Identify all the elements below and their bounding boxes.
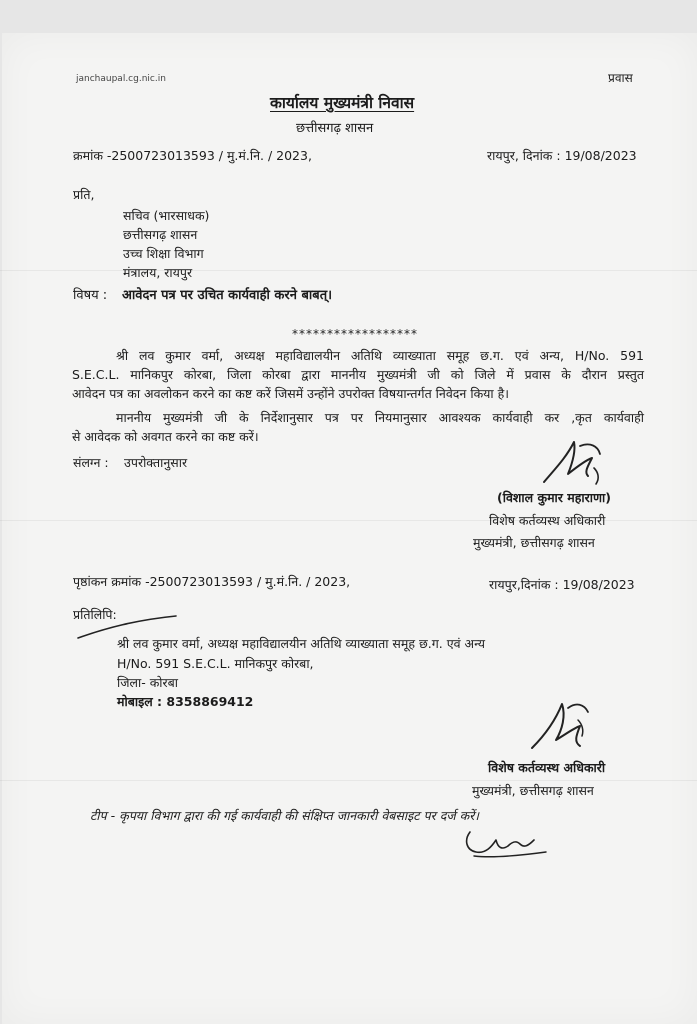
subject-label: विषय : [73,288,108,303]
recipient-line: मंत्रालय, रायपुर [123,265,193,280]
separator-stars: ****************** [292,327,418,341]
website-text: janchaupal.cg.nic.in [76,74,166,84]
reference-number: क्रमांक -2500723013593 / मु.मं.नि. / 2023, [73,148,312,163]
enclosure-text: उपरोक्तानुसार [124,455,188,470]
paragraph-line: श्री लव कुमार वर्मा, अध्यक्ष महाविद्यालयीन अतिथि व्याख्याता समूह छ.ग. एवं अन्य, H/No. 591 [116,348,644,363]
tour-tag: प्रवास [608,71,633,85]
copy-recipient-mobile: मोबाइल : 8358869412 [117,694,254,709]
copy-recipient-line: श्री लव कुमार वर्मा, अध्यक्ष महाविद्यालयीन अतिथि व्याख्याता समूह छ.ग. एवं अन्य [117,636,486,651]
paragraph-line: माननीय मुख्यमंत्री जी के निर्देशानुसार पत्र पर नियमानुसार आवश्यक कार्यवाही कर ,कृत कार्यवाही [116,410,644,425]
paragraph-line: S.E.C.L. मानिकपुर कोरबा, जिला कोरबा द्वारा माननीय मुख्यमंत्री जी को जिले में प्रवास के दौरान प्रस्तुत [72,367,644,382]
recipient-prefix: प्रति, [73,187,95,202]
body-paragraph-1 [72,346,644,403]
officer-signature [528,690,598,760]
endorsement-office: मुख्यमंत्री, छत्तीसगढ़ शासन [472,783,594,798]
copy-recipient-line: जिला- कोरबा [117,675,179,690]
government-title: छत्तीसगढ़ शासन [296,121,374,136]
note-text: टीप - कृपया विभाग द्वारा की गई कार्यवाही की संक्षिप्त जानकारी वेबसाइट पर दर्ज करें। [90,808,480,823]
handwritten-initials [462,822,552,862]
signatory-name: (विशाल कुमार महाराणा) [497,490,611,505]
paper-fold-line [0,270,697,271]
endorsement-designation: विशेष कर्तव्यस्थ अधिकारी [488,760,606,775]
officer-signature [538,430,608,495]
recipient-line: उच्च शिक्षा विभाग [123,246,204,261]
recipient-line: छत्तीसगढ़ शासन [123,227,198,242]
signatory-designation: विशेष कर्तव्यस्थ अधिकारी [489,513,606,528]
subject-text: आवेदन पत्र पर उचित कार्यवाही करने बाबत्। [122,288,333,303]
enclosure-label: संलग्न : [73,455,109,470]
endorsement-reference: पृष्ठांकन क्रमांक -2500723013593 / मु.मं.नि. / 2023, [73,574,351,589]
copy-recipient-line: H/No. 591 S.E.C.L. मानिकपुर कोरबा, [117,656,314,671]
letter-page [2,33,697,1024]
office-title: कार्यालय मुख्यमंत्री निवास [270,94,415,112]
paragraph-line: से आवेदक को अवगत करने का कष्ट करें। [72,429,259,444]
paper-fold-line [0,780,697,781]
copy-to-label: प्रतिलिपि: [73,607,117,622]
recipient-line: सचिव (भारसाधक) [123,208,210,223]
paragraph-line: आवेदन पत्र का अवलोकन करने का कष्ट करें जिसमें उन्होंने उपरोक्त विषयान्तर्गत निवेदन किया है। [72,386,510,401]
place-date: रायपुर, दिनांक : 19/08/2023 [487,148,637,163]
endorsement-date: रायपुर,दिनांक : 19/08/2023 [489,577,635,592]
signatory-office: मुख्यमंत्री, छत्तीसगढ़ शासन [473,535,595,550]
